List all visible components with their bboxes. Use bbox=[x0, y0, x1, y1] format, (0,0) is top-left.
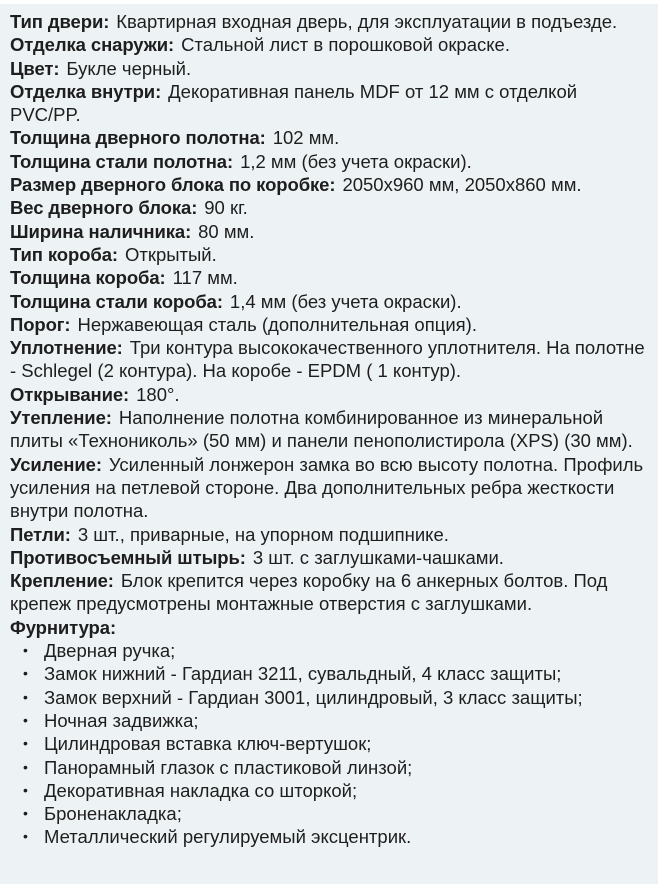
spec-label: Цвет: bbox=[10, 57, 60, 79]
spec-row bbox=[10, 173, 650, 196]
bullet-icon: • bbox=[23, 735, 28, 752]
spec-value: 1,2 мм (без учета окраски). bbox=[240, 150, 472, 172]
hardware-list-item bbox=[10, 802, 650, 825]
spec-label: Отделка снаружи: bbox=[10, 34, 175, 56]
spec-row bbox=[10, 546, 650, 569]
spec-value: 1,4 мм (без учета окраски). bbox=[229, 290, 462, 312]
bullet-icon: • bbox=[23, 665, 28, 682]
hardware-item-text: Ночная задвижка; bbox=[44, 709, 199, 731]
spec-value: Усиленный лонжерон замка во всю высоту полотна. Профиль усиления на петлевой стороне. Два дополнительных ребра жесткости внутри полотна. bbox=[10, 453, 644, 522]
spec-row bbox=[10, 569, 650, 616]
spec-row bbox=[10, 126, 650, 149]
spec-label: Толщина дверного полотна: bbox=[10, 127, 266, 149]
hardware-heading-label: Фурнитура: bbox=[10, 616, 116, 638]
hardware-item-text: Замок верхний - Гардиан 3001, цилиндровый, 3 класс защиты; bbox=[44, 686, 583, 708]
hardware-list-item bbox=[10, 686, 650, 709]
spec-label: Открывание: bbox=[10, 383, 130, 405]
spec-label: Крепление: bbox=[10, 570, 114, 592]
spec-value: 180°. bbox=[136, 383, 180, 405]
specs-list bbox=[10, 10, 650, 616]
spec-value: Декоративная панель MDF от 12 мм с отделкой PVC/PP. bbox=[10, 80, 578, 126]
spec-label: Толщина стали короба: bbox=[10, 290, 223, 312]
hardware-item-text: Металлический регулируемый эксцентрик. bbox=[44, 826, 412, 848]
spec-row bbox=[10, 290, 650, 313]
spec-row bbox=[10, 243, 650, 266]
hardware-list-item bbox=[10, 639, 650, 662]
spec-label: Толщина короба: bbox=[10, 267, 166, 289]
hardware-list-item bbox=[10, 732, 650, 755]
spec-row bbox=[10, 57, 650, 80]
spec-value: Букле черный. bbox=[66, 57, 192, 79]
spec-label: Вес дверного блока: bbox=[10, 197, 198, 219]
hardware-heading bbox=[10, 616, 650, 639]
spec-row bbox=[10, 313, 650, 336]
spec-label: Тип двери: bbox=[10, 11, 110, 32]
bullet-icon: • bbox=[23, 642, 28, 659]
spec-label: Утепление: bbox=[10, 407, 112, 429]
hardware-list-item bbox=[10, 825, 650, 848]
door-specs-sheet bbox=[0, 4, 658, 884]
bullet-icon: • bbox=[23, 805, 28, 822]
spec-row bbox=[10, 80, 650, 127]
spec-value: 3 шт. с заглушками-чашками. bbox=[252, 546, 504, 568]
spec-value: 102 мм. bbox=[272, 127, 340, 149]
spec-row bbox=[10, 406, 650, 453]
spec-value: Квартирная входная дверь, для эксплуатации в подъезде. bbox=[116, 11, 618, 32]
bullet-icon: • bbox=[23, 758, 28, 775]
spec-label: Порог: bbox=[10, 313, 71, 335]
hardware-item-text: Дверная ручка; bbox=[44, 640, 176, 662]
spec-label: Петли: bbox=[10, 523, 71, 545]
spec-row bbox=[10, 33, 650, 56]
spec-label: Отделка внутри: bbox=[10, 80, 162, 102]
spec-row bbox=[10, 383, 650, 406]
spec-label: Размер дверного блока по коробке: bbox=[10, 174, 336, 196]
spec-row bbox=[10, 453, 650, 523]
spec-row bbox=[10, 336, 650, 383]
spec-value: 3 шт., приварные, на упорном подшипнике. bbox=[77, 523, 449, 545]
bullet-icon: • bbox=[23, 828, 28, 845]
hardware-item-text: Броненакладка; bbox=[44, 803, 182, 825]
bullet-icon: • bbox=[23, 781, 28, 798]
spec-value: Три контура высококачественного уплотнителя. На полотне - Schlegel (2 контура). На коробе - EPDM ( 1 контур). bbox=[10, 337, 645, 382]
hardware-item-text: Замок нижний - Гардиан 3211, сувальдный, 4 класс защиты; bbox=[44, 663, 562, 685]
bullet-icon: • bbox=[23, 688, 28, 705]
spec-value: Открытый. bbox=[124, 243, 217, 265]
hardware-list-item bbox=[10, 662, 650, 685]
hardware-item-text: Цилиндровая вставка ключ-вертушок; bbox=[44, 733, 372, 755]
spec-value: 2050х960 мм, 2050х860 мм. bbox=[342, 174, 582, 196]
spec-label: Усиление: bbox=[10, 453, 102, 475]
spec-label: Тип короба: bbox=[10, 243, 118, 265]
spec-row bbox=[10, 220, 650, 243]
bullet-icon: • bbox=[23, 711, 28, 728]
spec-label: Уплотнение: bbox=[10, 337, 123, 359]
hardware-list-item bbox=[10, 709, 650, 732]
spec-value: 80 мм. bbox=[198, 220, 255, 242]
spec-value: Блок крепится через коробку на 6 анкерных болтов. Под крепеж предусмотрены монтажные отверстия с заглушками. bbox=[10, 570, 608, 615]
hardware-list-item bbox=[10, 756, 650, 779]
spec-value: Стальной лист в порошковой окраске. bbox=[181, 34, 510, 56]
hardware-item-text: Панорамный глазок с пластиковой линзой; bbox=[44, 756, 413, 778]
hardware-list-item bbox=[10, 779, 650, 802]
spec-label: Противосъемный штырь: bbox=[10, 546, 246, 568]
spec-row bbox=[10, 10, 650, 33]
spec-value: Наполнение полотна комбинированное из минеральной плиты «Технониколь» (50 мм) и панели пенополистирола (XPS) (30 мм). bbox=[10, 407, 633, 452]
spec-row bbox=[10, 196, 650, 219]
spec-value: Нержавеющая сталь (дополнительная опция). bbox=[77, 313, 477, 335]
spec-label: Ширина наличника: bbox=[10, 220, 192, 242]
hardware-list bbox=[10, 639, 650, 849]
spec-value: 90 кг. bbox=[204, 197, 248, 219]
spec-row bbox=[10, 266, 650, 289]
spec-value: 117 мм. bbox=[172, 267, 238, 289]
spec-row bbox=[10, 150, 650, 173]
hardware-item-text: Декоративная накладка со шторкой; bbox=[44, 779, 358, 801]
spec-label: Толщина стали полотна: bbox=[10, 150, 234, 172]
spec-row bbox=[10, 523, 650, 546]
